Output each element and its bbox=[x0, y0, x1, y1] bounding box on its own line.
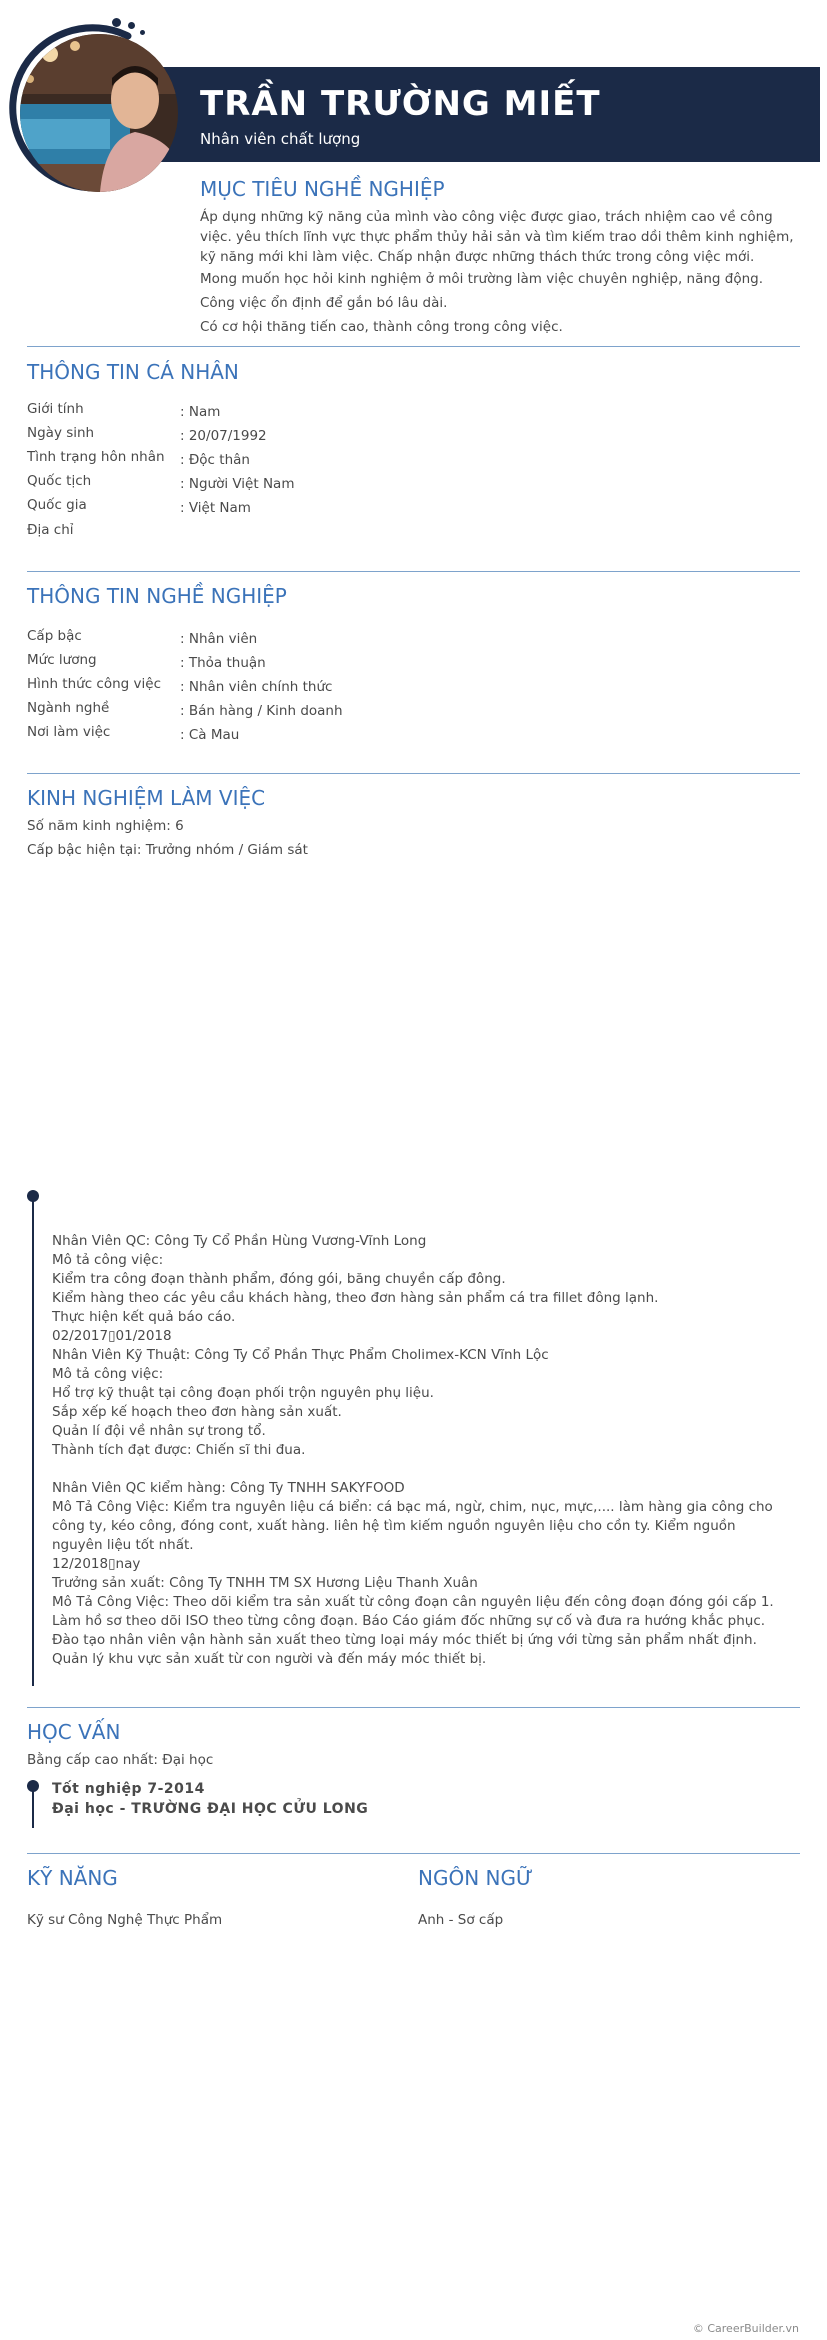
timeline-line bbox=[32, 1196, 34, 1686]
language-item: Anh - Sơ cấp bbox=[418, 1912, 504, 1928]
section-divider bbox=[27, 773, 800, 774]
career-label-industry: Ngành nghề bbox=[27, 700, 110, 716]
education-school: Đại học - TRƯỜNG ĐẠI HỌC CỬU LONG bbox=[52, 1801, 369, 1817]
experience-line: Hổ trợ kỹ thuật tại công đoạn phối trộn nguyên phụ liệu. bbox=[52, 1385, 434, 1401]
candidate-name: TRẦN TRƯỜNG MIẾT bbox=[200, 84, 601, 124]
experience-line: 02/2017▯01/2018 bbox=[52, 1328, 172, 1344]
career-value-level: : Nhân viên bbox=[180, 631, 258, 647]
career-label-level: Cấp bậc bbox=[27, 628, 82, 644]
personal-label-country: Quốc gia bbox=[27, 497, 87, 513]
section-title-experience: KINH NGHIỆM LÀM VIỆC bbox=[27, 786, 266, 810]
section-divider bbox=[27, 1707, 800, 1708]
timeline-line bbox=[32, 1786, 34, 1828]
objective-paragraph: Công việc ổn định để gắn bó lâu dài. bbox=[200, 295, 448, 311]
experience-line: Mô Tả Công Việc: Theo dõi kiểm tra sản xuất từ công đoạn cân nguyên liệu đến công đoạn đóng gói cấp 1. Làm hồ sơ theo dõi ISO theo từng công đoạn. Báo Cáo giám đốc những sự cố và đưa ra hướng khắc phục. Đào tạo nhân viên vận hành sản xuất theo từng loại máy móc thiết bị ứng với từng sản phẩm nhất định. Quản lý khu vực sản xuất từ con người và đến máy móc thiết bị. bbox=[52, 1594, 774, 1667]
experience-years: Số năm kinh nghiệm: 6 bbox=[27, 818, 184, 834]
section-title-languages: NGÔN NGỮ bbox=[418, 1866, 534, 1890]
decorative-dot bbox=[140, 30, 145, 35]
personal-value-dob: : 20/07/1992 bbox=[180, 428, 267, 444]
personal-value-marital: : Độc thân bbox=[180, 452, 250, 468]
experience-details bbox=[52, 1232, 787, 1669]
experience-line: Mô Tả Công Việc: Kiểm tra nguyên liệu cá biển: cá bạc má, ngừ, chim, nục, mực,.... làm hàng gia công cho công ty, kéo công, đóng cont, xuất hàng. liên hệ tìm kiếm nguồn nguyên liệu cho cồn ty. Kiểm nguồn nguyên liệu tốt nhất. bbox=[52, 1499, 773, 1553]
decorative-dot bbox=[128, 22, 135, 29]
avatar-photo bbox=[20, 34, 178, 192]
experience-line: Thành tích đạt được: Chiến sĩ thi đua. bbox=[52, 1442, 306, 1458]
section-divider bbox=[27, 571, 800, 572]
personal-label-address: Địa chỉ bbox=[27, 522, 74, 538]
career-value-work-type: : Nhân viên chính thức bbox=[180, 679, 333, 695]
section-title-skills: KỸ NĂNG bbox=[27, 1866, 118, 1890]
experience-line: Nhân Viên Kỹ Thuật: Công Ty Cổ Phần Thực Phẩm Cholimex-KCN Vĩnh Lộc bbox=[52, 1347, 549, 1363]
career-value-location: : Cà Mau bbox=[180, 727, 240, 743]
experience-line: Kiểm hàng theo các yêu cầu khách hàng, theo đơn hàng sản phẩm cá tra fillet đông lạnh. bbox=[52, 1290, 659, 1306]
personal-label-dob: Ngày sinh bbox=[27, 425, 95, 441]
footer-copyright: © CareerBuilder.vn bbox=[692, 2322, 799, 2335]
section-divider bbox=[27, 1853, 800, 1854]
personal-value-country: : Việt Nam bbox=[180, 500, 251, 516]
objective-paragraph: Áp dụng những kỹ năng của mình vào công việc được giao, trách nhiệm cao về công việc. yêu thích lĩnh vực thực phẩm thủy hải sản và tìm kiếm trao dồi thêm kinh nghiệm, kỹ năng mới khi làm việc. Chấp nhận được những thách thức trong công việc mới. bbox=[200, 209, 794, 265]
experience-line: Thực hiện kết quả báo cáo. bbox=[52, 1309, 236, 1325]
experience-line: Quản lí đội về nhân sự trong tổ. bbox=[52, 1423, 266, 1439]
experience-current-level: Cấp bậc hiện tại: Trưởng nhóm / Giám sát bbox=[27, 842, 308, 858]
personal-label-marital: Tình trạng hôn nhân bbox=[27, 449, 165, 465]
education-highest-degree: Bằng cấp cao nhất: Đại học bbox=[27, 1752, 214, 1768]
career-label-work-type: Hình thức công việc bbox=[27, 676, 161, 692]
career-label-location: Nơi làm việc bbox=[27, 724, 111, 740]
personal-value-gender: : Nam bbox=[180, 404, 221, 420]
section-title-career: THÔNG TIN NGHỀ NGHIỆP bbox=[27, 584, 287, 608]
job-title: Nhân viên chất lượng bbox=[200, 130, 361, 148]
experience-line: Mô tả công việc: bbox=[52, 1366, 164, 1382]
section-divider bbox=[27, 346, 800, 347]
personal-label-gender: Giới tính bbox=[27, 401, 84, 417]
section-title-personal: THÔNG TIN CÁ NHÂN bbox=[27, 360, 239, 384]
experience-line: 12/2018▯nay bbox=[52, 1556, 141, 1572]
decorative-dot bbox=[112, 18, 121, 27]
experience-line: Mô tả công việc: bbox=[52, 1252, 164, 1268]
experience-line: Nhân Viên QC: Công Ty Cổ Phần Hùng Vương-Vĩnh Long bbox=[52, 1233, 427, 1249]
avatar bbox=[20, 34, 178, 192]
personal-label-nationality: Quốc tịch bbox=[27, 473, 92, 489]
experience-line: Sắp xếp kế hoạch theo đơn hàng sản xuất. bbox=[52, 1404, 342, 1420]
skill-item: Kỹ sư Công Nghệ Thực Phẩm bbox=[27, 1912, 223, 1928]
section-title-education: HỌC VẤN bbox=[27, 1720, 121, 1744]
career-value-industry: : Bán hàng / Kinh doanh bbox=[180, 703, 343, 719]
experience-line: Trưởng sản xuất: Công Ty TNHH TM SX Hương Liệu Thanh Xuân bbox=[52, 1575, 478, 1591]
personal-value-nationality: : Người Việt Nam bbox=[180, 476, 295, 492]
career-label-salary: Mức lương bbox=[27, 652, 97, 668]
experience-line: Nhân Viên QC kiểm hàng: Công Ty TNHH SAKYFOOD bbox=[52, 1480, 405, 1496]
section-title-objective: MỤC TIÊU NGHỀ NGHIỆP bbox=[200, 177, 445, 201]
experience-line: Kiểm tra công đoạn thành phẩm, đóng gói, băng chuyền cấp đông. bbox=[52, 1271, 506, 1287]
objective-paragraph: Mong muốn học hỏi kinh nghiệm ở môi trường làm việc chuyên nghiệp, năng động. bbox=[200, 271, 764, 287]
career-value-salary: : Thỏa thuận bbox=[180, 655, 266, 671]
education-graduation: Tốt nghiệp 7-2014 bbox=[52, 1781, 205, 1797]
objective-paragraph: Có cơ hội thăng tiến cao, thành công trong công việc. bbox=[200, 319, 563, 335]
experience-line bbox=[52, 1460, 787, 1479]
